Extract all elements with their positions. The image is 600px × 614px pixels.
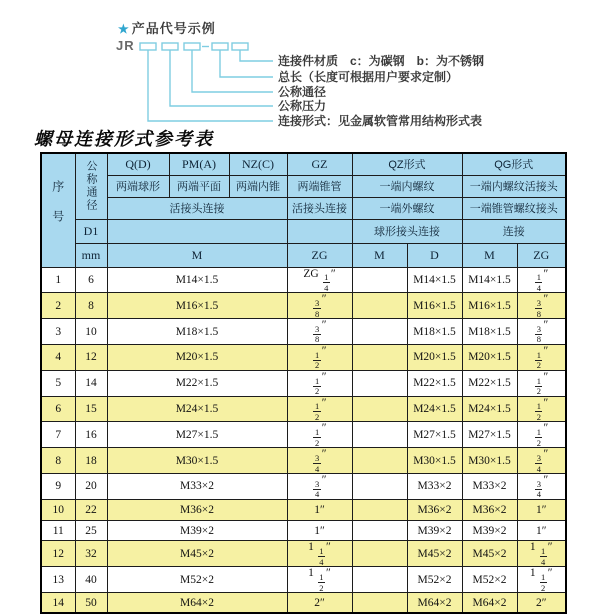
dn-cell: 40 [75,567,107,593]
code-boxes [140,43,248,50]
header-empty-gz [287,219,352,243]
code-label-pressure: 公称压力 [278,99,327,113]
qg-m-cell: M39×2 [462,520,517,541]
qz-m-cell [352,293,407,319]
gz-cell: $\frac{1}{2}$ ″ [287,396,352,422]
header-qz-d: D [407,243,462,267]
seq-cell: 6 [41,396,75,422]
dn-cell: 25 [75,520,107,541]
qg-zg-cell: 1 $\frac{1}{4}$ ″ [517,541,566,567]
dn-cell: 14 [75,370,107,396]
table-row [41,370,566,396]
table-row [41,541,566,567]
seq-cell: 5 [41,370,75,396]
gz-cell: 1″ [287,499,352,520]
gz-cell: $\frac{3}{4}$ ″ [287,448,352,474]
qz-d-cell: M45×2 [407,541,462,567]
qg-zg-cell: $\frac{3}{4}$ ″ [517,448,566,474]
qg-zg-cell: $\frac{1}{2}$ ″ [517,422,566,448]
dn-cell: 10 [75,319,107,345]
diagram-heading [118,18,216,37]
m-thread-cell: M33×2 [107,474,287,500]
qg-zg-cell: $\frac{3}{8}$ ″ [517,319,566,345]
m-thread-cell: M14×1.5 [107,267,287,293]
table-header [41,153,566,267]
seq-cell: 8 [41,448,75,474]
code-label-connection: 连接形式：见金属软管常用结构形式表 [278,114,483,128]
code-box-2 [162,43,178,50]
header-qz-row3: 一端外螺纹 [352,197,462,219]
qg-zg-cell: 1″ [517,499,566,520]
code-box-3 [184,43,200,50]
code-box-4 [212,43,228,50]
qg-zg-cell: $\frac{3}{8}$ ″ [517,293,566,319]
col-header-gz: GZ [287,153,352,175]
seq-cell: 7 [41,422,75,448]
qz-m-cell [352,567,407,593]
table-row [41,593,566,614]
qz-d-cell: M16×1.5 [407,293,462,319]
qz-m-cell [352,370,407,396]
header-qd-ends: 两端球形 [107,175,169,197]
star-icon: ★ [118,22,130,36]
qg-zg-cell: 1″ [517,520,566,541]
seq-cell: 12 [41,541,75,567]
qz-d-cell: M30×1.5 [407,448,462,474]
table-row [41,422,566,448]
dn-cell: 8 [75,293,107,319]
qz-d-cell: M27×1.5 [407,422,462,448]
table-row [41,520,566,541]
dn-cell: 12 [75,344,107,370]
qz-m-cell [352,474,407,500]
table-row [41,499,566,520]
col-header-qd: Q(D) [107,153,169,175]
qz-d-cell: M64×2 [407,593,462,614]
product-code-prefix: JR [116,38,135,53]
header-qg-row4: 连接 [462,219,566,243]
qg-m-cell: M16×1.5 [462,293,517,319]
table-row [41,396,566,422]
qg-m-cell: M30×1.5 [462,448,517,474]
table-body [41,267,566,613]
seq-cell: 13 [41,567,75,593]
header-gz-connection: 活接头连接 [287,197,352,219]
qg-zg-cell: $\frac{1}{2}$ ″ [517,370,566,396]
qg-m-cell: M36×2 [462,499,517,520]
dn-cell: 22 [75,499,107,520]
gz-cell: $\frac{1}{2}$ ″ [287,344,352,370]
m-thread-cell: M39×2 [107,520,287,541]
header-qz-row2: 一端内螺纹 [352,175,462,197]
seq-cell: 2 [41,293,75,319]
qz-m-cell [352,541,407,567]
m-thread-cell: M27×1.5 [107,422,287,448]
col-header-dn: 公称通径 [75,153,107,219]
code-label-material: 连接件材质 c：为碳钢 b：为不锈钢 [278,54,485,68]
gz-cell: 1 $\frac{1}{2}$ ″ [287,567,352,593]
table-row [41,267,566,293]
seq-cell: 10 [41,499,75,520]
qz-m-cell [352,344,407,370]
code-box-5 [232,43,248,50]
m-thread-cell: M64×2 [107,593,287,614]
diagram-heading-text: 产品代号示例 [131,21,216,36]
header-empty-forms [107,219,287,243]
qz-d-cell: M18×1.5 [407,319,462,345]
header-gz-unit: ZG [287,243,352,267]
seq-cell: 1 [41,267,75,293]
seq-cell: 11 [41,520,75,541]
qz-d-cell: M22×1.5 [407,370,462,396]
qg-zg-cell: $\frac{1}{2}$ ″ [517,344,566,370]
gz-cell: $\frac{3}{8}$ ″ [287,293,352,319]
header-pma-ends: 两端平面 [169,175,229,197]
qg-m-cell: M24×1.5 [462,396,517,422]
qg-m-cell: M14×1.5 [462,267,517,293]
gz-cell: $\frac{1}{2}$ ″ [287,422,352,448]
qg-m-cell: M33×2 [462,474,517,500]
dn-cell: 16 [75,422,107,448]
qg-m-cell: M20×1.5 [462,344,517,370]
qz-m-cell [352,422,407,448]
qz-d-cell: M52×2 [407,567,462,593]
qg-m-cell: M27×1.5 [462,422,517,448]
header-qz-row4: 球形接头连接 [352,219,462,243]
header-m-unit: M [107,243,287,267]
table-row [41,474,566,500]
qz-d-cell: M39×2 [407,520,462,541]
col-header-qz-form: QZ形式 [352,153,462,175]
m-thread-cell: M20×1.5 [107,344,287,370]
gz-cell: $\frac{3}{4}$ ″ [287,474,352,500]
qz-d-cell: M33×2 [407,474,462,500]
qz-m-cell [352,448,407,474]
gz-cell: 1″ [287,520,352,541]
table-row [41,448,566,474]
gz-cell: $\frac{3}{8}$ ″ [287,319,352,345]
header-forms-connection: 活接头连接 [107,197,287,219]
qg-m-cell: M18×1.5 [462,319,517,345]
table-row [41,293,566,319]
code-label-length: 总长（长度可根据用户要求定制） [278,70,459,84]
qz-m-cell [352,520,407,541]
qg-zg-cell: $\frac{3}{4}$ ″ [517,474,566,500]
page-title: 螺母连接形式参考表 [34,129,214,149]
m-thread-cell: M22×1.5 [107,370,287,396]
table-container [40,152,567,614]
dn-cell: 15 [75,396,107,422]
header-qz-m: M [352,243,407,267]
gz-cell: 1 $\frac{1}{4}$ ″ [287,541,352,567]
dn-cell: 20 [75,474,107,500]
header-nzc-ends: 两端内锥 [229,175,287,197]
qg-m-cell: M45×2 [462,541,517,567]
code-label-diameter: 公称通径 [278,85,327,99]
qg-zg-cell: $\frac{1}{2}$ ″ [517,396,566,422]
qz-m-cell [352,267,407,293]
header-mm: mm [75,243,107,267]
code-box-1 [140,43,156,50]
qz-m-cell [352,593,407,614]
m-thread-cell: M52×2 [107,567,287,593]
m-thread-cell: M24×1.5 [107,396,287,422]
m-thread-cell: M30×1.5 [107,448,287,474]
table-row [41,319,566,345]
qg-zg-cell: $\frac{1}{4}$ ″ [517,267,566,293]
qg-m-cell: M52×2 [462,567,517,593]
col-header-pma: PM(A) [169,153,229,175]
dn-cell: 50 [75,593,107,614]
header-qg-m: M [462,243,517,267]
gz-cell: 2″ [287,593,352,614]
header-qg-row2: 一端内螺纹活接头 [462,175,566,197]
m-thread-cell: M36×2 [107,499,287,520]
gz-cell: $\frac{1}{2}$ ″ [287,370,352,396]
dn-cell: 6 [75,267,107,293]
qg-m-cell: M22×1.5 [462,370,517,396]
qg-zg-cell: 1 $\frac{1}{2}$ ″ [517,567,566,593]
dn-cell: 18 [75,448,107,474]
header-gz-ends: 两端锥管 [287,175,352,197]
qg-zg-cell: 2″ [517,593,566,614]
dn-cell: 32 [75,541,107,567]
header-qg-row3: 一端锥管螺纹接头 [462,197,566,219]
qz-d-cell: M20×1.5 [407,344,462,370]
m-thread-cell: M18×1.5 [107,319,287,345]
seq-cell: 4 [41,344,75,370]
qz-d-cell: M36×2 [407,499,462,520]
nut-connection-table [40,152,567,614]
gz-cell: ZG $\frac{1}{4}$ ″ [287,267,352,293]
col-header-seq: 序号 [41,153,75,267]
seq-cell: 9 [41,474,75,500]
qz-m-cell [352,499,407,520]
qz-m-cell [352,319,407,345]
col-header-qg-form: QG形式 [462,153,566,175]
qz-m-cell [352,396,407,422]
table-row [41,344,566,370]
seq-cell: 14 [41,593,75,614]
table-row [41,567,566,593]
m-thread-cell: M16×1.5 [107,293,287,319]
qg-m-cell: M64×2 [462,593,517,614]
m-thread-cell: M45×2 [107,541,287,567]
header-qg-zg: ZG [517,243,566,267]
col-header-nzc: NZ(C) [229,153,287,175]
header-d1: D1 [75,219,107,243]
qz-d-cell: M24×1.5 [407,396,462,422]
qz-d-cell: M14×1.5 [407,267,462,293]
connector-lines [148,50,273,121]
seq-cell: 3 [41,319,75,345]
